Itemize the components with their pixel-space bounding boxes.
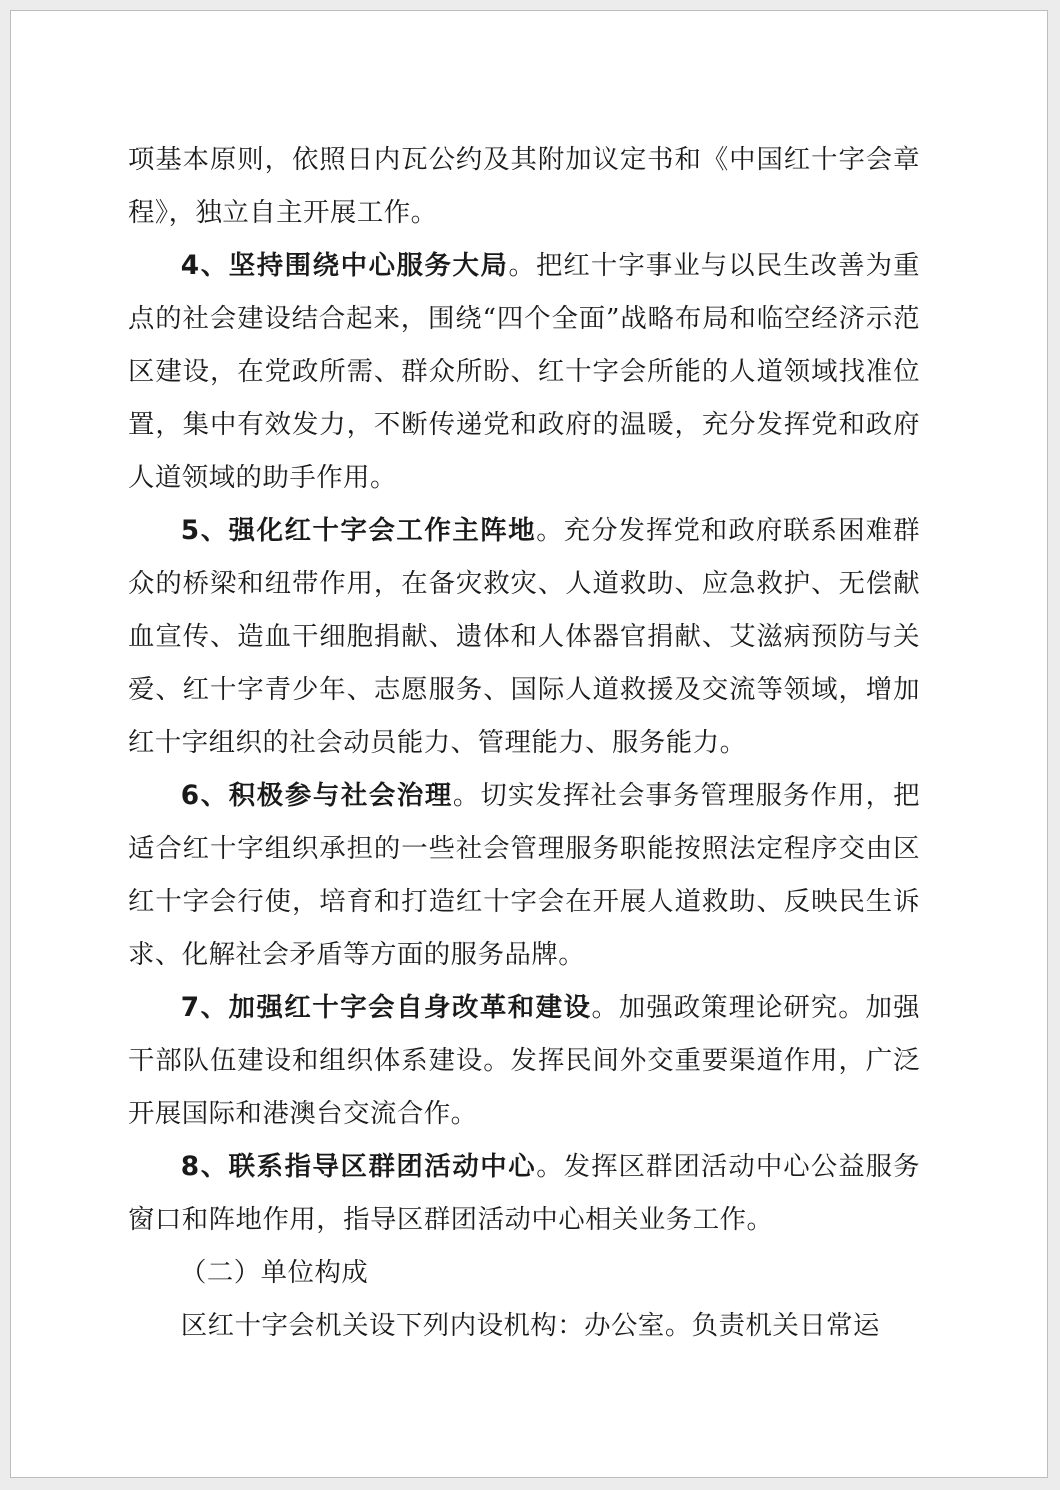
item-8-body: 。发挥区群团活动中心公益服务窗口和阵地作用，指导区群团活动中心相关业务工作。 — [128, 1151, 920, 1235]
section-heading: （二）单位构成 — [180, 1257, 369, 1288]
paragraph-item-8 — [128, 1140, 920, 1246]
item-5-heading: 5、强化红十字会工作主阵地 — [180, 515, 537, 546]
paragraph-structure: 区红十字会机关设下列内设机构：办公室。负责机关日常运 — [180, 1310, 880, 1341]
paragraph-item-5 — [128, 504, 920, 769]
item-7-heading: 7、加强红十字会自身改革和建设 — [180, 992, 592, 1023]
item-4-body: 。把红十字事业与以民生改善为重点的社会建设结合起来，围绕“四个全面”战略布局和临空经济示范区建设，在党政所需、群众所盼、红十字会所能的人道领域找准位置，集中有效发力，不断传递党和政府的温暖，充分发挥党和政府人道领域的助手作用。 — [128, 250, 920, 493]
item-5-body: 。充分发挥党和政府联系困难群众的桥梁和纽带作用，在备灾救灾、人道救助、应急救护、无偿献血宣传、造血干细胞捐献、遗体和人体器官捐献、艾滋病预防与关爱、红十字青少年、志愿服务、国际人道救援及交流等领域，增加红十字组织的社会动员能力、管理能力、服务能力。 — [128, 515, 920, 758]
item-6-heading: 6、积极参与社会治理 — [180, 780, 453, 811]
paragraph-item-4 — [128, 239, 920, 504]
paragraph-item-7 — [128, 981, 920, 1140]
document-body — [128, 133, 920, 1352]
item-6-body: 。切实发挥社会事务管理服务作用，把适合红十字组织承担的一些社会管理服务职能按照法定程序交由区红十字会行使，培育和打造红十字会在开展人道救助、反映民生诉求、化解社会矛盾等方面的服务品牌。 — [128, 780, 920, 970]
paragraph-item-6 — [128, 769, 920, 981]
item-4-heading: 4、坚持围绕中心服务大局 — [180, 250, 509, 281]
item-8-heading: 8、联系指导区群团活动中心 — [180, 1151, 537, 1182]
item-7-body: 。加强政策理论研究。加强干部队伍建设和组织体系建设。发挥民间外交重要渠道作用，广泛开展国际和港澳台交流合作。 — [128, 992, 920, 1129]
paragraph-continuation: 项基本原则，依照日内瓦公约及其附加议定书和《中国红十字会章程》，独立自主开展工作。 — [128, 144, 920, 228]
